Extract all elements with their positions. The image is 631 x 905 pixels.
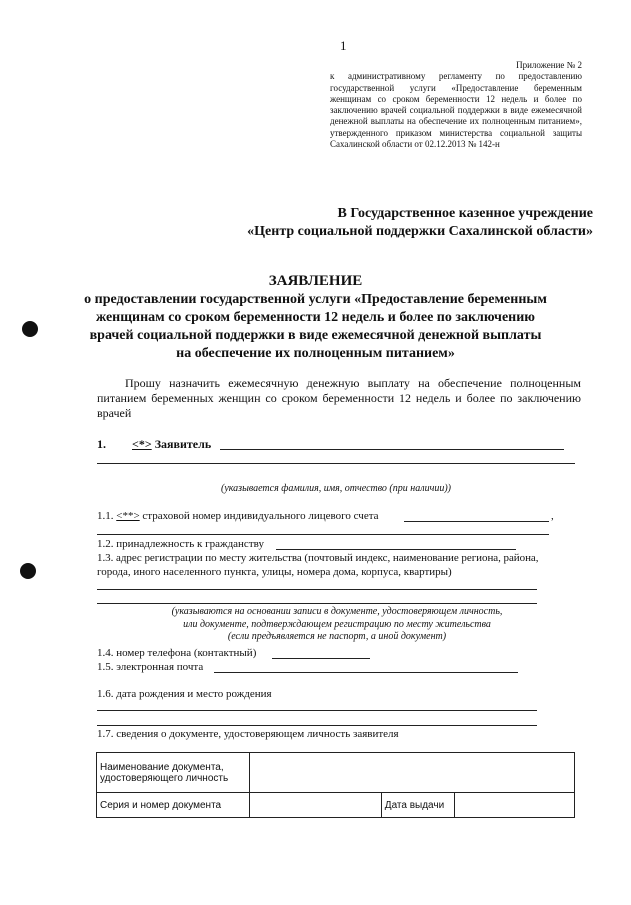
field-1-4-label: 1.4. номер телефона (контактный) [97, 647, 257, 659]
field-1-3-label-line-2: города, иного населенного пункта, улицы, номера дома, корпуса, квартиры) [97, 566, 452, 578]
appendix-note [330, 60, 582, 150]
section-1-label [132, 437, 211, 452]
address-field-line-2[interactable] [97, 603, 537, 604]
doc-name-label-cell [97, 753, 250, 793]
citizenship-field[interactable] [276, 549, 516, 550]
doc-series-input-cell[interactable] [250, 793, 382, 818]
document-title [0, 272, 631, 363]
addressee [247, 205, 593, 241]
title-sub-2: женщинам со сроком беременности 12 недель и более по заключению [95, 310, 536, 325]
page-number: 1 [340, 38, 347, 53]
address-hint-line-1: (указываются на основании записи в документе, удостоверяющем личность, [171, 606, 503, 617]
snils-field[interactable] [404, 521, 549, 522]
doc-date-label: Дата выдачи [384, 799, 445, 811]
title-sub-4: на обеспечение их полноценным питанием» [176, 346, 455, 361]
field-1-6-label: 1.6. дата рождения и место рождения [97, 688, 272, 700]
doc-name-input-cell[interactable] [250, 753, 575, 793]
section-1-footnote-mark: <*> [132, 437, 152, 451]
field-1-5-label: 1.5. электронная почта [97, 661, 204, 673]
title-main: ЗАЯВЛЕНИЕ [268, 273, 363, 289]
doc-name-label-line-1: Наименование документа, [100, 761, 224, 773]
intro-paragraph: Прошу назначить ежемесячную денежную выплату на обеспечение полноценным питанием беременных женщин со сроком беременности 12 недель и более по заключению врачей [97, 376, 581, 420]
phone-field[interactable] [272, 658, 370, 659]
punch-hole-bottom [20, 563, 36, 579]
address-field-line-1[interactable] [97, 589, 537, 590]
field-1-2-label: 1.2. принадлежность к гражданству [97, 538, 264, 550]
addressee-line-1: В Государственное казенное учреждение [337, 206, 593, 221]
field-1-1-footnote-mark: <**> [116, 510, 140, 522]
address-hint [97, 606, 577, 644]
field-1-1-label-text: страховой номер индивидуального лицевого счета [142, 510, 379, 522]
doc-name-label-line-2: удостоверяющего личность [100, 772, 229, 784]
email-field[interactable] [214, 672, 518, 673]
address-hint-line-2: или документе, подтверждающем регистрацию по месту жительства [183, 618, 491, 630]
title-sub-1: о предоставлении государственной услуги «Предоставление беременным [84, 292, 547, 307]
appendix-title: Приложение № 2 [516, 60, 582, 70]
doc-date-input-cell[interactable] [455, 793, 575, 818]
applicant-name-hint: (указывается фамилия, имя, отчество (при наличии)) [220, 483, 452, 494]
field-1-1-prefix: 1.1. [97, 510, 114, 522]
field-1-7-label: 1.7. сведения о документе, удостоверяющем личность заявителя [97, 728, 399, 740]
title-sub-3: врачей социальной поддержки в виде ежемесячной денежной выплаты [89, 328, 542, 343]
identity-document-table [96, 752, 575, 818]
addressee-line-2: «Центр социальной поддержки Сахалинской области» [247, 224, 593, 239]
birth-date-place-field-line-2[interactable] [97, 725, 537, 726]
field-1-1-label [97, 510, 379, 523]
birth-date-place-field-line-1[interactable] [97, 710, 537, 711]
doc-series-label-cell [97, 793, 250, 818]
doc-date-label-cell [381, 793, 454, 818]
section-1-number: 1. [97, 437, 106, 451]
snils-field-line-2[interactable] [97, 534, 549, 535]
doc-series-label: Серия и номер документа [100, 799, 222, 811]
section-1-label-text: Заявитель [154, 437, 212, 451]
applicant-name-field-line-2[interactable] [97, 463, 575, 464]
field-1-3-label-line-1: 1.3. адрес регистрации по месту жительства (почтовый индекс, наименование региона, района, [97, 552, 539, 564]
address-hint-line-3: (если предъявляется не паспорт, а иной документ) [227, 631, 447, 642]
field-1-1-comma: , [551, 510, 554, 522]
applicant-name-field[interactable] [220, 449, 564, 450]
appendix-text: к административному регламенту по предоставлению государственной услуги «Предоставление беременным женщинам со сроком беременности 12 недель и более по заключению врачей социальной поддержки в виде ежемесячной денежной выплаты на обеспечение их полноценным питанием», утвержденного приказом министерства социальной защиты Сахалинской области от 02.12.2013 № 142-н [330, 71, 582, 150]
